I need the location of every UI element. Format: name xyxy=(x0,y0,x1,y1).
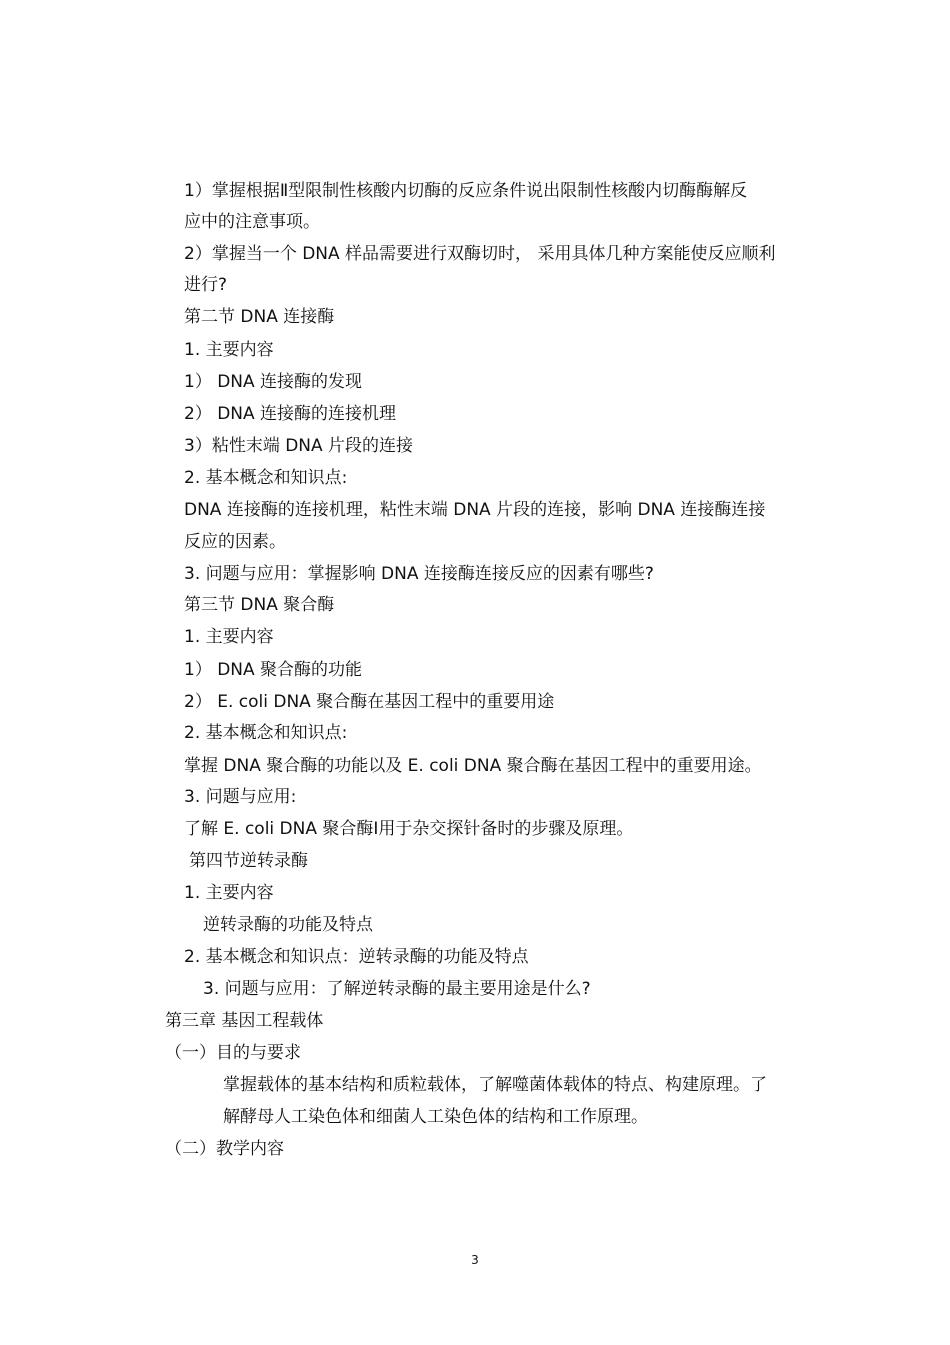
section-heading: 第二节 DNA 连接酶 xyxy=(184,307,335,327)
text-line: （二）教学内容 xyxy=(165,1139,284,1159)
text-line: 3）粘性末端 DNA 片段的连接 xyxy=(184,436,414,456)
text-line: 2. 基本概念和知识点: xyxy=(184,468,348,488)
text-line: 应中的注意事项。 xyxy=(184,212,320,232)
section-heading: 第三节 DNA 聚合酶 xyxy=(184,595,335,615)
section-heading: 第四节逆转录酶 xyxy=(189,851,308,871)
text-line: 1） DNA 连接酶的发现 xyxy=(184,372,363,392)
text-line: 2. 基本概念和知识点: xyxy=(184,723,348,743)
text-line: 逆转录酶的功能及特点 xyxy=(203,915,373,935)
text-line: 3. 问题与应用：了解逆转录酶的最主要用途是什么? xyxy=(203,979,591,999)
text-line: 反应的因素。 xyxy=(184,532,286,552)
text-line: 1. 主要内容 xyxy=(184,883,274,903)
text-line: 1. 主要内容 xyxy=(184,627,274,647)
text-line: 3. 问题与应用：掌握影响 DNA 连接酶连接反应的因素有哪些? xyxy=(184,564,654,584)
text-line: 2） E. coli DNA 聚合酶在基因工程中的重要用途 xyxy=(184,692,555,712)
text-line: 了解 E. coli DNA 聚合酶Ⅰ用于杂交探针备时的步骤及原理。 xyxy=(184,819,634,839)
text-line: 2） DNA 连接酶的连接机理 xyxy=(184,404,397,424)
text-line: 1. 主要内容 xyxy=(184,340,274,360)
page-number: 3 xyxy=(471,1253,479,1267)
text-line: 掌握 DNA 聚合酶的功能以及 E. coli DNA 聚合酶在基因工程中的重要用途。 xyxy=(184,756,762,776)
text-line: DNA 连接酶的连接机理，粘性末端 DNA 片段的连接，影响 DNA 连接酶连接 xyxy=(184,500,766,520)
text-line: 解酵母人工染色体和细菌人工染色体的结构和工作原理。 xyxy=(223,1107,648,1127)
text-line: 3. 问题与应用: xyxy=(184,787,297,807)
text-line: 2. 基本概念和知识点：逆转录酶的功能及特点 xyxy=(184,947,529,967)
text-line: 1）掌握根据Ⅱ型限制性核酸内切酶的反应条件说出限制性核酸内切酶酶解反 xyxy=(184,181,748,201)
text-line: 1） DNA 聚合酶的功能 xyxy=(184,660,363,680)
text-line: （一）目的与要求 xyxy=(165,1043,301,1063)
text-line: 掌握载体的基本结构和质粒载体，了解噬菌体载体的特点、构建原理。了 xyxy=(223,1075,767,1095)
text-line: 2）掌握当一个 DNA 样品需要进行双酶切时， 采用具体几种方案能使反应顺利 xyxy=(184,244,776,264)
chapter-heading: 第三章 基因工程载体 xyxy=(165,1011,324,1031)
text-line: 进行? xyxy=(184,275,228,295)
